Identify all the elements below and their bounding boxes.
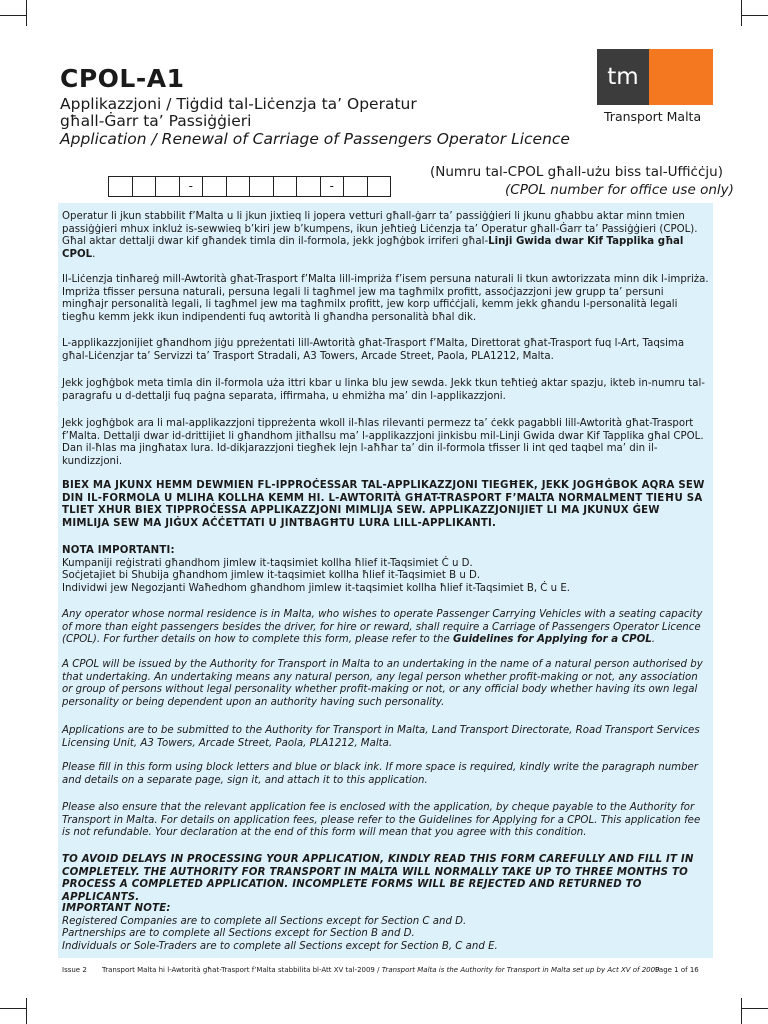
- number-box: [297, 176, 321, 197]
- number-box: [250, 176, 274, 197]
- maltese-note-item: Kumpaniji reġistrati għandhom jimlew it-taqsimiet kollha ħlief it-Taqsimiet Ċ u D.: [62, 557, 473, 569]
- crop-mark: [0, 1008, 26, 1009]
- english-note-item: Partnerships are to complete all Sections except for Section B and D.: [62, 928, 415, 939]
- title-maltese-line2: għall-Ġarr ta’ Passiġġieri: [60, 112, 252, 130]
- english-paragraph-2: A CPOL will be issued by the Authority for Transport in Malta to an undertaking in the name of a natural person authorised by that undertaking. An undertaking means any natural person, any legal person whether profit-making or not, any association or group of persons without legal personality whether profit-making or not, or any official body whether having its own legal personality or being dependent upon an authority having such personality.: [62, 659, 703, 708]
- crop-mark: [0, 15, 26, 16]
- title-english: Application / Renewal of Carriage of Passengers Operator Licence: [60, 130, 570, 148]
- maltese-warning-caps: BIEX MA JKUNX HEMM DEWMIEN FL-IPPROĊESSAR TAL-APPLIKAZZJONI TIEGĦEK, JEKK JOGĦĠBOK AQRA SEW DIN IL-FORMOLA U MLIHA KOLLHA KEMM HI. L-AWTORITÀ GĦAT-TRASPORT F’MALTA NORMALMENT TIEĦU SA TLIET XHUR BIEX TIPPROĊESSA APPLIKAZZJONI MIMLIJA SEW. APPLIKAZZJONIJIET LI MA JKUNUX ĠEW MIMLIJA SEW MA JIĠUX AĊĊETTATI U JINTBAGĦTU LURA LILL-APPLIKANTI.: [62, 480, 705, 529]
- crop-mark: [26, 998, 27, 1024]
- english-paragraph-1: [62, 609, 710, 647]
- maltese-note-item: Individwi jew Negozjanti Waħedhom għandhom jimlew it-taqsimiet kollha ħlief it-Taqsimiet B, Ċ u E.: [62, 582, 571, 594]
- maltese-note-heading: NOTA IMPORTANTI:: [62, 545, 175, 556]
- logo-orange-block: [649, 49, 713, 105]
- crop-mark: [742, 15, 768, 16]
- maltese-paragraph-1-text: Operatur li jkun stabbilit f’Malta u li jkun jixtieq li jopera vetturi għall-ġarr ta’ passiġġieri li jkunu għabbu aktar minn tmien passiġġieri mhux inkluż is-sewwieq b’kiri jew b’kumpens, ikun jeħtieġ Liċenzja ta’ Operatur għall-Ġarr ta’ Passiġġieri (CPOL). Għal aktar dettalji dwar kif għandek timla din il-formola, jekk jogħġbok irriferi għal-: [62, 211, 698, 247]
- title-maltese-line1: Applikazzjoni / Tiġdid tal-Liċenzja ta’ Operatur: [60, 95, 417, 113]
- english-paragraph-4: Please fill in this form using block letters and blue or black ink. If more space is required, kindly write the paragraph number and details on a separate page, sign it, and attach it to this application.: [62, 762, 698, 786]
- office-use-label-mt: (Numru tal-CPOL għall-użu biss tal-Uffiċċju): [430, 164, 723, 180]
- english-warning-caps: TO AVOID DELAYS IN PROCESSING YOUR APPLICATION, KINDLY READ THIS FORM CAREFULLY AND FILL IT IN COMPLETELY. THE AUTHORITY FOR TRANSPORT IN MALTA WILL NORMALLY TAKE UP TO THREE MONTHS TO PROCESS A COMPLETED APPLICATION. INCOMPLETE FORMS WILL BE REJECTED AND RETURNED TO APPLICANTS.: [62, 854, 694, 903]
- english-paragraph-1-text: Any operator whose normal residence is in Malta, who wishes to operate Passenger Carrying Vehicles with a seating capacity of more than eight passengers besides the driver, for hire or reward, shall require a Carriage of Passengers Operator Licence (CPOL). For further details on how to complete this form, please refer to the: [62, 609, 703, 645]
- number-box: [133, 176, 157, 197]
- footer-authority-mt: Transport Malta hi l-Awtorità għat-Trasport f’Malta stabbilita bl-Att XV tal-2009 /: [102, 966, 382, 974]
- crop-mark: [741, 998, 742, 1024]
- cpol-number-boxes: [108, 176, 391, 197]
- english-note-item: Registered Companies are to complete all Sections except for Section C and D.: [62, 915, 467, 927]
- maltese-paragraph-5: Jekk jogħġbok ara li mal-applikazzjoni tippreżenta wkoll il-ħlas rilevanti permezz ta’ ċekk pagabbli lill-Awtorità għat-Trasport f’Malta. Dettalji dwar id-drittijiet li għandhom jitħallsu ma’ l-applikazzjoni jinkisbu mil-Linji Gwida dwar Kif Tapplika għal CPOL. Dan il-ħlas ma jingħatax lura. Id-dikjarazzjoni tiegħek lejn l-aħħar ta’ din il-formola tfisser li int qed taqbel ma’ din il-kundizzjoni.: [62, 418, 704, 467]
- number-box: [344, 176, 368, 197]
- maltese-paragraph-3: L-applikazzjonijiet għandhom jiġu ppreżentati lill-Awtorità għat-Trasport f’Malta, Direttorat għat-Trasport fuq l-Art, Taqsima għal-Liċenzjar ta’ Servizzi ta’ Trasport Stradali, A3 Towers, Arcade Street, Paola, PLA1212, Malta.: [62, 338, 685, 362]
- guidelines-reference-en: Guidelines for Applying for a CPOL: [452, 634, 652, 645]
- number-box: [203, 176, 227, 197]
- number-box: [274, 176, 298, 197]
- english-important-note: [62, 903, 710, 953]
- maltese-note-item: Soċjetajiet bi Shubija għandhom jimlew it-taqsimiet kollha ħlief it-Taqsimiet B u D.: [62, 570, 481, 581]
- punctuation: .: [92, 248, 96, 260]
- maltese-paragraph-1: [62, 211, 710, 261]
- maltese-important-note: [62, 545, 710, 595]
- number-box-dash: -: [180, 176, 204, 197]
- number-box: [156, 176, 180, 197]
- office-use-label-en: (CPOL number for office use only): [505, 182, 734, 198]
- crop-mark: [26, 0, 27, 26]
- english-paragraph-5: Please also ensure that the relevant application fee is enclosed with the application, by cheque payable to the Authority for Transport in Malta. For details on application fees, please refer to the Guidelines for Applying for a CPOL. This application fee is not refundable. Your declaration at the end of this form will mean that you agree with this condition.: [62, 802, 701, 838]
- english-note-heading: IMPORTANT NOTE:: [62, 903, 171, 914]
- logo-name: Transport Malta: [604, 109, 702, 124]
- footer-authority-en: Transport Malta is the Authority for Transport in Malta set up by Act XV of 2009: [381, 966, 660, 974]
- page-number: Page 1 of 16: [655, 966, 699, 974]
- punctuation: .: [651, 634, 655, 645]
- number-box: [368, 176, 392, 197]
- logo-mark: tm: [597, 49, 649, 105]
- footer-authority-text: [102, 966, 660, 974]
- maltese-paragraph-2: Il-Liċenzja tinħareġ mill-Awtorità għat-Trasport f’Malta lill-impriża f’isem persuna naturali li tkun awtorizzata minn dik l-impriża. Impriża tfisser persuna naturali, persuna legali li tagħmel jew ma tagħmilx profitt, assoċjazzjoni jew grupp ta’ persuni mingħajr personalità legali, li tagħmel jew ma tagħmilx profitt, jew korp uffiċċjali, kemm jekk għandu l-personalità legali tiegħu kemm jekk ikun indipendenti fuq awtorità li għandha personalità bħal dik.: [62, 274, 709, 323]
- issue-number: Issue 2: [62, 966, 87, 974]
- crop-mark: [742, 1008, 768, 1009]
- maltese-paragraph-4: Jekk jogħġbok meta timla din il-formola uża ittri kbar u linka blu jew sewda. Jekk tkun teħtieġ aktar spazju, ikteb in-numru tal-paragrafu u d-dettalji fuq paġna separata, iffirmaha, u ehmiżha ma’ din l-applikazzjoni.: [62, 378, 705, 402]
- number-box: [109, 176, 133, 197]
- english-paragraph-3: Applications are to be submitted to the Authority for Transport in Malta, Land Transport Directorate, Road Transport Services Licensing Unit, A3 Towers, Arcade Street, Paola, PLA1212, Malta.: [62, 725, 700, 749]
- form-code-title: CPOL-A1: [60, 64, 185, 93]
- crop-mark: [741, 0, 742, 26]
- transport-malta-logo: [597, 49, 713, 105]
- english-note-item: Individuals or Sole-Traders are to complete all Sections except for Section B, C and E.: [62, 940, 498, 952]
- number-box-dash: -: [321, 176, 345, 197]
- guidelines-reference-mt: Linji Gwida dwar Kif Tapplika għal CPOL: [62, 236, 684, 260]
- number-box: [227, 176, 251, 197]
